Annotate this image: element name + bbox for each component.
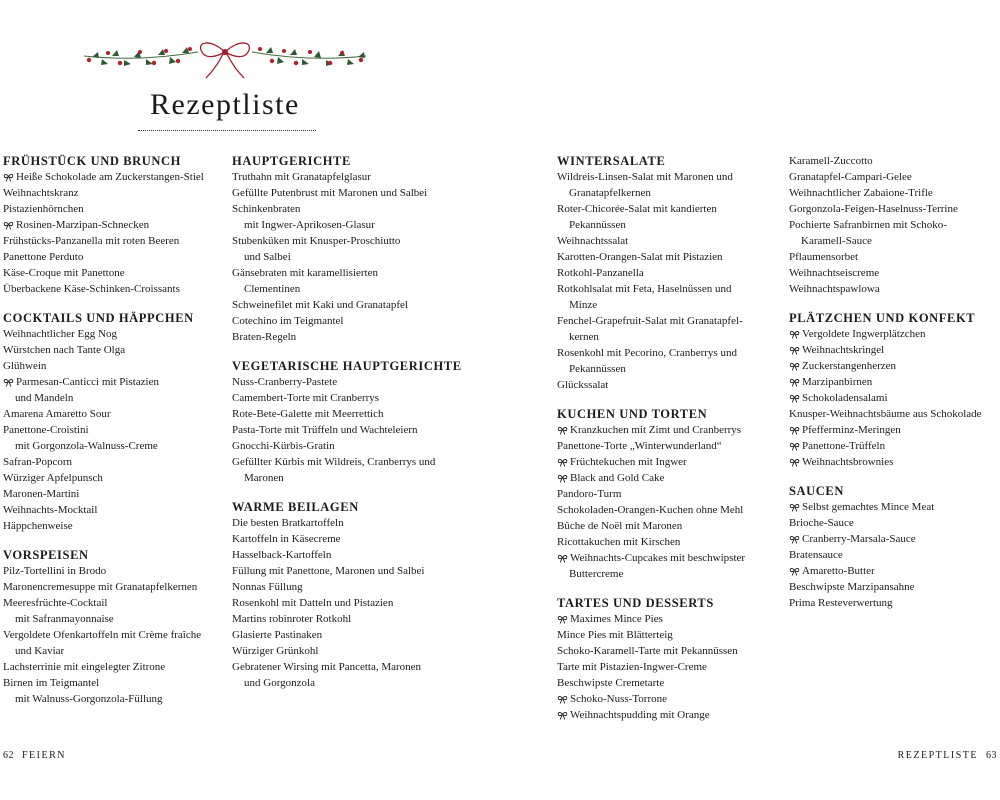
ribbon-bow-icon (789, 330, 800, 339)
recipe-entry-continuation (557, 361, 779, 377)
recipe-entry (789, 547, 999, 563)
recipe-entry (557, 281, 779, 297)
recipe-title: Glühwein (3, 360, 47, 372)
recipe-title: Minze (569, 299, 598, 311)
recipe-entry (232, 515, 464, 531)
page-number-right: 63 (986, 750, 997, 761)
section-cocktails-und-häppchen (3, 310, 225, 534)
recipe-title: mit Gorgonzola-Walnuss-Creme (15, 440, 158, 452)
recipe-title: Mince Pies mit Blätterteig (557, 629, 673, 641)
recipe-title: mit Ingwer-Aprikosen-Glasur (244, 219, 375, 231)
recipe-entry (789, 169, 999, 185)
ribbon-bow-icon (3, 221, 14, 230)
recipe-entry (789, 185, 999, 201)
recipe-entry (789, 265, 999, 281)
recipe-title: Bratensauce (789, 549, 843, 561)
ribbon-bow-icon (557, 711, 568, 720)
recipe-entry (789, 579, 999, 595)
recipe-title: Maronencremesuppe mit Granatapfelkernen (3, 581, 198, 593)
section-heading: COCKTAILS UND HÄPPCHEN (3, 311, 194, 325)
recipe-title: Cranberry-Marsala-Sauce (802, 533, 916, 545)
recipe-entry (789, 390, 999, 406)
footer-left (3, 750, 66, 761)
ribbon-bow-icon (557, 695, 568, 704)
recipe-title: Schoko-Karamell-Tarte mit Pekannüssen (557, 645, 738, 657)
section-hauptgerichte (232, 153, 464, 345)
section-heading: WARME BEILAGEN (232, 500, 359, 514)
recipe-entry (3, 233, 225, 249)
recipe-entry (232, 390, 464, 406)
recipe-title: Würziger Apfelpunsch (3, 472, 103, 484)
recipe-title: Kranzkuchen mit Zimt und Cranberrys (570, 424, 742, 436)
recipe-entry (232, 422, 464, 438)
section-wintersalate (557, 153, 779, 393)
recipe-title: Granatapfel-Campari-Gelee (789, 171, 912, 183)
recipe-title: Überbackene Käse-Schinken-Croissants (3, 283, 180, 295)
ribbon-bow-icon (789, 378, 800, 387)
recipe-title: Fenchel-Grapefruit-Salat mit Granatapfel- (557, 315, 743, 327)
recipe-title: Maronen-Martini (3, 488, 80, 500)
recipe-entry (557, 249, 779, 265)
ribbon-bow-icon (789, 535, 800, 544)
page-number-left: 62 (3, 750, 14, 761)
recipe-title: Pandoro-Turm (557, 488, 622, 500)
recipe-title: Maximes Mince Pies (570, 613, 663, 625)
recipe-entry (557, 422, 779, 438)
recipe-title: Heiße Schokolade am Zuckerstangen-Stiel (16, 171, 204, 183)
recipe-title: Pistazienhörnchen (3, 203, 84, 215)
recipe-title: Schokoladen-Orangen-Kuchen ohne Mehl (557, 504, 744, 516)
recipe-entry-continuation (232, 281, 464, 297)
recipe-title: Pasta-Torte mit Trüffeln und Wachteleiern (232, 424, 418, 436)
recipe-entry (3, 249, 225, 265)
recipe-entry (789, 249, 999, 265)
recipe-title: und Gorgonzola (244, 677, 315, 689)
recipe-title: Lachsterrinie mit eingelegter Zitrone (3, 661, 166, 673)
recipe-title: Knusper-Weihnachtsbäume aus Schokolade (789, 408, 982, 420)
recipe-entry (557, 707, 779, 723)
recipe-entry (789, 499, 999, 515)
recipe-title: Bûche de Noël mit Maronen (557, 520, 683, 532)
recipe-entry (232, 169, 464, 185)
recipe-entry (557, 486, 779, 502)
recipe-title: Pekannüssen (569, 219, 626, 231)
recipe-title: Rote-Bete-Galette mit Meerrettich (232, 408, 384, 420)
recipe-title: Weihnachts-Mocktail (3, 504, 98, 516)
section-heading: PLÄTZCHEN UND KONFEKT (789, 311, 976, 325)
ribbon-bow-icon (789, 567, 800, 576)
section-saucen (789, 483, 999, 611)
recipe-title: Black and Gold Cake (570, 472, 665, 484)
recipe-title: Weihnachts-Cupcakes mit beschwipster (570, 552, 746, 564)
section-vorspeisen (3, 547, 225, 707)
recipe-entry-continuation (557, 329, 779, 345)
recipe-title: mit Walnuss-Gorgonzola-Füllung (15, 693, 163, 705)
recipe-entry (3, 502, 225, 518)
recipe-title: Meeresfrüchte-Cocktail (3, 597, 108, 609)
recipe-entry (557, 502, 779, 518)
section-frühstück-und-brunch (3, 153, 225, 297)
page-title: Rezeptliste (150, 88, 300, 121)
section-warme-beilagen (232, 499, 464, 691)
recipe-entry-continuation (3, 611, 225, 627)
recipe-entry (3, 358, 225, 374)
footer-right (898, 750, 997, 761)
ribbon-bow-icon (3, 378, 14, 387)
recipe-title: Hasselback-Kartoffeln (232, 549, 332, 561)
recipe-entry (789, 326, 999, 342)
recipe-entry (789, 563, 999, 579)
recipe-title: und Kaviar (15, 645, 65, 657)
recipe-entry (3, 486, 225, 502)
recipe-title: Granatapfelkernen (569, 187, 651, 199)
ribbon-bow-icon (789, 426, 800, 435)
recipe-entry-continuation (557, 185, 779, 201)
recipe-title: Roter-Chicorée-Salat mit kandierten (557, 203, 717, 215)
recipe-entry (557, 550, 779, 566)
recipe-title: Pilz-Tortellini in Brodo (3, 565, 107, 577)
ribbon-bow-icon (789, 442, 800, 451)
recipe-title: Frühstücks-Panzanella mit roten Beeren (3, 235, 180, 247)
column-3 (557, 153, 779, 736)
recipe-title: Amaretto-Butter (802, 565, 875, 577)
recipe-title: Nuss-Cranberry-Pastete (232, 376, 338, 388)
recipe-entry (232, 438, 464, 454)
recipe-entry (557, 345, 779, 361)
recipe-title: Rosenkohl mit Datteln und Pistazien (232, 597, 394, 609)
recipe-title: Prima Resteverwertung (789, 597, 893, 609)
recipe-title: Clementinen (244, 283, 301, 295)
recipe-entry (557, 169, 779, 185)
ribbon-bow-icon (789, 346, 800, 355)
recipe-entry (557, 377, 779, 393)
recipe-entry (3, 281, 225, 297)
recipe-entry (3, 675, 225, 691)
ribbon-bow-icon (789, 503, 800, 512)
recipe-entry-continuation (3, 438, 225, 454)
recipe-title: Rosenkohl mit Pecorino, Cranberrys und (557, 347, 737, 359)
recipe-entry (789, 281, 999, 297)
recipe-entry (3, 169, 225, 185)
recipe-title: Zuckerstangenherzen (802, 360, 897, 372)
recipe-title: Gebratener Wirsing mit Pancetta, Maronen (232, 661, 422, 673)
recipe-title: Früchtekuchen mit Ingwer (570, 456, 687, 468)
recipe-title: Weihnachtseiscreme (789, 267, 880, 279)
recipe-entry (557, 627, 779, 643)
ribbon-bow-icon (3, 173, 14, 182)
recipe-entry (789, 406, 999, 422)
recipe-title: Stubenküken mit Knusper-Proschiutto (232, 235, 401, 247)
section-kuchen-und-torten (557, 406, 779, 582)
recipe-entry (232, 563, 464, 579)
recipe-entry (789, 201, 999, 217)
section-heading: SAUCEN (789, 484, 844, 498)
recipe-entry (3, 470, 225, 486)
section-heading: WINTERSALATE (557, 154, 666, 168)
recipe-entry (232, 454, 464, 470)
recipe-title: Rosinen-Marzipan-Schnecken (16, 219, 150, 231)
column-1 (3, 153, 225, 720)
recipe-entry (232, 201, 464, 217)
recipe-entry (3, 659, 225, 675)
ribbon-bow-icon (557, 458, 568, 467)
recipe-title: Schinkenbraten (232, 203, 301, 215)
recipe-title: Kartoffeln in Käsecreme (232, 533, 341, 545)
recipe-title: Weihnachtspudding mit Orange (570, 709, 710, 721)
recipe-title: Würstchen nach Tante Olga (3, 344, 126, 356)
section-continued (789, 153, 999, 297)
recipe-entry (232, 313, 464, 329)
recipe-entry (3, 265, 225, 281)
recipe-entry (557, 518, 779, 534)
section-heading: VORSPEISEN (3, 548, 89, 562)
recipe-title: Braten-Regeln (232, 331, 297, 343)
recipe-entry (789, 438, 999, 454)
recipe-entry (557, 643, 779, 659)
ribbon-bow-icon (789, 394, 800, 403)
recipe-title: Füllung mit Panettone, Maronen und Salbei (232, 565, 425, 577)
recipe-title: Selbst gemachtes Mince Meat (802, 501, 935, 513)
recipe-title: Pekannüssen (569, 363, 626, 375)
recipe-entry-continuation (557, 566, 779, 582)
recipe-title: kernen (569, 331, 599, 343)
recipe-title: Karotten-Orangen-Salat mit Pistazien (557, 251, 723, 263)
section-heading: TARTES UND DESSERTS (557, 596, 714, 610)
recipe-title: Häppchenweise (3, 520, 73, 532)
recipe-entry (3, 518, 225, 534)
recipe-title: Safran-Popcorn (3, 456, 73, 468)
recipe-title: Martins robinroter Rotkohl (232, 613, 352, 625)
recipe-entry (3, 627, 225, 643)
recipe-entry (557, 691, 779, 707)
section-heading: KUCHEN UND TORTEN (557, 407, 708, 421)
recipe-entry-continuation (3, 691, 225, 707)
section-heading: HAUPTGERICHTE (232, 154, 351, 168)
recipe-entry (232, 233, 464, 249)
recipe-entry (3, 185, 225, 201)
recipe-entry (3, 342, 225, 358)
recipe-entry (232, 627, 464, 643)
recipe-title: Gnocchi-Kürbis-Gratin (232, 440, 335, 452)
recipe-title: und Mandeln (15, 392, 74, 404)
recipe-entry (232, 547, 464, 563)
footer-section-label: FEIERN (22, 750, 66, 761)
recipe-title: Rotkohl-Panzanella (557, 267, 644, 279)
recipe-title: Amarena Amaretto Sour (3, 408, 111, 420)
recipe-title: Die besten Bratkartoffeln (232, 517, 344, 529)
recipe-title: Weihnachtsbrownies (802, 456, 894, 468)
recipe-entry (3, 595, 225, 611)
ribbon-bow-icon (557, 426, 568, 435)
recipe-entry (789, 595, 999, 611)
recipe-title: Gänsebraten mit karamellisierten (232, 267, 378, 279)
recipe-entry (232, 579, 464, 595)
recipe-entry-continuation (3, 643, 225, 659)
recipe-title: Käse-Croque mit Panettone (3, 267, 125, 279)
recipe-entry (232, 659, 464, 675)
recipe-entry (232, 297, 464, 313)
recipe-entry (557, 534, 779, 550)
recipe-title: Schweinefilet mit Kaki und Granatapfel (232, 299, 408, 311)
recipe-entry (557, 454, 779, 470)
recipe-entry (3, 201, 225, 217)
recipe-title: Pflaumensorbet (789, 251, 859, 263)
recipe-entry (557, 201, 779, 217)
recipe-entry (3, 422, 225, 438)
recipe-title: Beschwipste Marzipansahne (789, 581, 915, 593)
recipe-entry-continuation (232, 470, 464, 486)
recipe-title: Cotechino im Teigmantel (232, 315, 344, 327)
recipe-entry (3, 579, 225, 595)
recipe-title: Glasierte Pastinaken (232, 629, 323, 641)
recipe-title: Brioche-Sauce (789, 517, 854, 529)
recipe-entry (3, 374, 225, 390)
recipe-entry (232, 611, 464, 627)
recipe-title: Panettone Perduto (3, 251, 84, 263)
recipe-title: Weihnachtspawlowa (789, 283, 880, 295)
section-vegetarische-hauptgerichte (232, 358, 464, 486)
ribbon-bow-icon (789, 362, 800, 371)
recipe-entry (789, 342, 999, 358)
recipe-entry (557, 470, 779, 486)
recipe-entry (232, 595, 464, 611)
recipe-title: Vergoldete Ingwerplätzchen (802, 328, 926, 340)
recipe-title: Truthahn mit Granatapfelglasur (232, 171, 371, 183)
recipe-entry (3, 406, 225, 422)
recipe-title: mit Safranmayonnaise (15, 613, 114, 625)
recipe-entry (789, 217, 999, 233)
recipe-entry (232, 185, 464, 201)
title-dotted-rule (138, 130, 316, 131)
section-tartes-und-desserts (557, 595, 779, 723)
recipe-entry-continuation (789, 233, 999, 249)
recipe-entry (789, 153, 999, 169)
recipe-title: Karamell-Zuccotto (789, 155, 873, 167)
holly-garland-ribbon-decoration (80, 32, 370, 82)
recipe-title: Pochierte Safranbirnen mit Schoko- (789, 219, 947, 231)
recipe-entry (789, 531, 999, 547)
recipe-entry-continuation (3, 390, 225, 406)
recipe-title: Karamell-Sauce (801, 235, 872, 247)
recipe-entry (3, 563, 225, 579)
recipe-entry (789, 358, 999, 374)
recipe-title: Tarte mit Pistazien-Ingwer-Creme (557, 661, 707, 673)
recipe-title: Schoko-Nuss-Torrone (570, 693, 667, 705)
recipe-title: Gefüllter Kürbis mit Wildreis, Cranberrys und (232, 456, 436, 468)
section-heading: FRÜHSTÜCK UND BRUNCH (3, 154, 181, 168)
recipe-entry (232, 531, 464, 547)
footer-running-title: REZEPTLISTE (897, 750, 978, 761)
recipe-title: Panettone-Torte „Winterwunderland“ (557, 440, 722, 452)
recipe-entry (3, 217, 225, 233)
recipe-title: Rotkohlsalat mit Feta, Haselnüssen und (557, 283, 732, 295)
recipe-title: Maronen (244, 472, 284, 484)
recipe-entry (3, 454, 225, 470)
recipe-title: Birnen im Teigmantel (3, 677, 100, 689)
ribbon-bow-icon (789, 458, 800, 467)
recipe-entry (232, 329, 464, 345)
recipe-entry (789, 422, 999, 438)
recipe-title: Pfefferminz-Meringen (802, 424, 901, 436)
ribbon-bow-icon (557, 554, 568, 563)
recipe-title: Glückssalat (557, 379, 609, 391)
recipe-title: Weihnachtskranz (3, 187, 79, 199)
recipe-entry-continuation (232, 249, 464, 265)
section-plätzchen-und-konfekt (789, 310, 999, 470)
recipe-title: Ricottakuchen mit Kirschen (557, 536, 681, 548)
recipe-entry (557, 611, 779, 627)
recipe-entry (232, 374, 464, 390)
recipe-entry (557, 675, 779, 691)
recipe-title: Weihnachtlicher Zabaione-Trifle (789, 187, 933, 199)
recipe-entry (557, 659, 779, 675)
column-2 (232, 153, 464, 704)
recipe-entry (232, 406, 464, 422)
recipe-entry (789, 515, 999, 531)
recipe-entry (789, 374, 999, 390)
recipe-title: Schokoladensalami (802, 392, 888, 404)
recipe-title: Buttercreme (569, 568, 624, 580)
recipe-title: Weihnachtlicher Egg Nog (3, 328, 117, 340)
recipe-title: Würziger Grünkohl (232, 645, 319, 657)
recipe-title: Camembert-Torte mit Cranberrys (232, 392, 380, 404)
recipe-entry (557, 233, 779, 249)
recipe-entry (557, 438, 779, 454)
recipe-title: Parmesan-Canticci mit Pistazien (16, 376, 159, 388)
recipe-entry (232, 643, 464, 659)
column-4 (789, 153, 999, 624)
recipe-entry (557, 265, 779, 281)
recipe-title: Beschwipste Cremetarte (557, 677, 665, 689)
recipe-entry-continuation (557, 297, 779, 313)
recipe-title: und Salbei (244, 251, 291, 263)
ribbon-bow-icon (557, 615, 568, 624)
recipe-entry (232, 265, 464, 281)
recipe-title: Gorgonzola-Feigen-Haselnuss-Terrine (789, 203, 958, 215)
recipe-title: Marzipanbirnen (802, 376, 873, 388)
recipe-title: Wildreis-Linsen-Salat mit Maronen und (557, 171, 733, 183)
recipe-entry-continuation (557, 217, 779, 233)
ribbon-bow-icon (557, 474, 568, 483)
recipe-entry-continuation (232, 675, 464, 691)
recipe-title: Nonnas Füllung (232, 581, 303, 593)
recipe-entry (3, 326, 225, 342)
recipe-title: Panettone-Trüffeln (802, 440, 886, 452)
recipe-entry (789, 454, 999, 470)
recipe-entry-continuation (232, 217, 464, 233)
section-heading: VEGETARISCHE HAUPTGERICHTE (232, 359, 462, 373)
recipe-title: Gefüllte Putenbrust mit Maronen und Salbei (232, 187, 428, 199)
recipe-title: Vergoldete Ofenkartoffeln mit Crème fraîche (3, 629, 202, 641)
recipe-title: Panettone-Croistini (3, 424, 89, 436)
recipe-title: Weihnachtskringel (802, 344, 885, 356)
recipe-title: Weihnachtssalat (557, 235, 629, 247)
recipe-entry (557, 313, 779, 329)
